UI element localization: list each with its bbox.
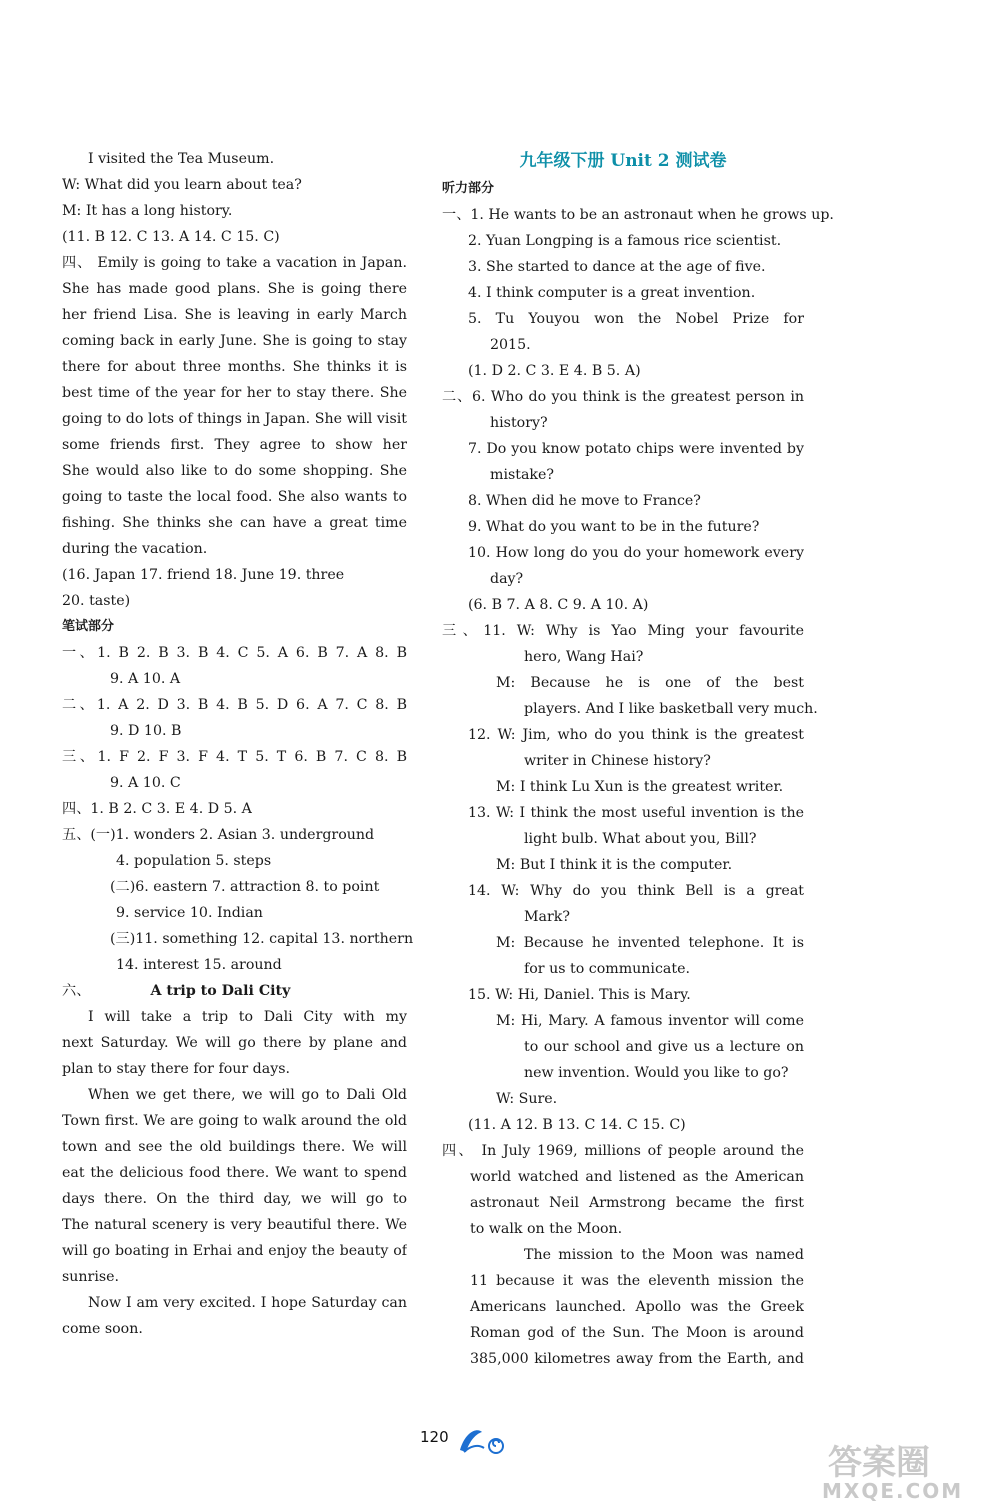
text-line: Roman god of the Sun. The Moon is around — [470, 1325, 804, 1341]
text-line: 7. Do you know potato chips were invented by — [468, 441, 804, 457]
text-line: 四、1. B 2. C 3. E 4. D 5. A — [62, 801, 252, 817]
text-line: 二、1. A 2. D 3. B 4. B 5. D 6. A 7. C 8. B — [62, 697, 407, 713]
text-line: 15. W: Hi, Daniel. This is Mary. — [468, 987, 691, 1003]
text-line: astronaut Neil Armstrong became the first — [470, 1195, 804, 1211]
right-column — [442, 146, 834, 1372]
text-line: 13. W: I think the most useful invention is the — [468, 805, 804, 821]
text-line: light bulb. What about you, Bill? — [524, 831, 757, 847]
text-line: players. And I like basketball very much. — [524, 701, 818, 717]
text-line: next Saturday. We will go there by plane and — [62, 1035, 407, 1051]
text-line: to our school and give us a lecture on — [524, 1039, 804, 1055]
text-line: coming back in early June. She is going to stay — [62, 333, 407, 349]
leaf-swirl-icon — [456, 1426, 512, 1456]
text-line: 二、6. Who do you think is the greatest person in — [442, 389, 804, 405]
text-line: 笔试部分 — [62, 619, 115, 634]
text-line: her friend Lisa. She is leaving in early March — [62, 307, 407, 323]
text-line: 9. A 10. C — [110, 775, 181, 791]
watermark-text-bottom: MXQE.COM — [822, 1479, 964, 1502]
text-line: 9. D 10. B — [110, 723, 182, 739]
text-line: days there. On the third day, we will go to — [62, 1191, 407, 1207]
text-line: Mark? — [524, 909, 570, 925]
question-marker: 六、 — [62, 983, 91, 999]
text-line: (1. D 2. C 3. E 4. B 5. A) — [468, 363, 641, 379]
text-line: fishing. She thinks she can have a great time — [62, 515, 407, 531]
text-line: 四、 In July 1969, millions of people around the — [442, 1143, 804, 1159]
text-line: day? — [490, 571, 524, 587]
text-line: Americans launched. Apollo was the Greek — [470, 1299, 804, 1315]
text-line: When we get there, we will go to Dali Old — [88, 1087, 407, 1103]
text-line: 3. She started to dance at the age of five. — [468, 259, 766, 275]
text-line: She has made good plans. She is going there — [62, 281, 407, 297]
page-number: 120 — [420, 1428, 449, 1446]
text-line: 9. service 10. Indian — [116, 905, 263, 921]
text-line: writer in Chinese history? — [524, 753, 711, 769]
text-line: 三、1. F 2. F 3. F 4. T 5. T 6. B 7. C 8. B — [62, 749, 407, 765]
text-line: during the vacation. — [62, 541, 208, 557]
text-line: (11. A 12. B 13. C 14. C 15. C) — [468, 1117, 686, 1133]
text-line: M: Because he invented telephone. It is — [496, 935, 804, 951]
text-line: 4. I think computer is a great invention. — [468, 285, 756, 301]
text-line: (二)6. eastern 7. attraction 8. to point — [110, 879, 380, 895]
watermark-logo — [808, 1440, 998, 1502]
text-line: some friends first. They agree to show her — [62, 437, 407, 453]
text-line: 5. Tu Youyou won the Nobel Prize for — [468, 311, 804, 327]
text-line: plan to stay there for four days. — [62, 1061, 291, 1077]
text-line: 385,000 kilometres away from the Earth, and — [470, 1351, 804, 1367]
text-line: M: Hi, Mary. A famous inventor will come — [496, 1013, 804, 1029]
text-line: history? — [490, 415, 548, 431]
text-line: 10. How long do you do your homework every — [468, 545, 804, 561]
section-title: 九年级下册 Unit 2 测试卷 — [519, 151, 727, 171]
text-line: hero, Wang Hai? — [524, 649, 644, 665]
text-line: for us to communicate. — [524, 961, 690, 977]
text-line: M: Because he is one of the best — [496, 675, 804, 691]
text-line: Now I am very excited. I hope Saturday can — [88, 1295, 407, 1311]
watermark-text-top: 答案圈 — [828, 1443, 930, 1483]
text-line: best time of the year for her to stay there. She — [62, 385, 407, 401]
text-line: M: It has a long history. — [62, 203, 233, 219]
text-line: 14. interest 15. around — [116, 957, 282, 973]
text-line: 2. Yuan Longping is a famous rice scientist. — [468, 233, 782, 249]
text-line — [62, 978, 407, 1004]
text-line: going to taste the local food. She also wants to — [62, 489, 407, 505]
text-line: 三、11. W: Why is Yao Ming your favourite — [442, 623, 804, 639]
text-line: She would also like to do some shopping. She — [62, 463, 407, 479]
text-line: come soon. — [62, 1321, 143, 1337]
text-line: world watched and listened as the American — [470, 1169, 804, 1185]
text-line: new invention. Would you like to go? — [524, 1065, 789, 1081]
left-column — [62, 146, 414, 1342]
text-line: sunrise. — [62, 1269, 120, 1285]
text-line: 4. population 5. steps — [116, 853, 272, 869]
right-column-body — [442, 176, 834, 1372]
text-line: going to do lots of things in Japan. She will visit — [62, 411, 407, 427]
text-line: The mission to the Moon was named — [524, 1247, 804, 1263]
text-line: 9. What do you want to be in the future? — [468, 519, 760, 535]
text-line: (11. B 12. C 13. A 14. C 15. C) — [62, 229, 280, 245]
text-line: 一、1. He wants to be an astronaut when he grows up. — [442, 207, 834, 223]
text-line: I visited the Tea Museum. — [88, 151, 275, 167]
text-line: W: What did you learn about tea? — [62, 177, 302, 193]
text-line: 四、 Emily is going to take a vacation in Japan. — [62, 255, 407, 271]
text-line: 一、1. B 2. B 3. B 4. C 5. A 6. B 7. A 8. B — [62, 645, 407, 661]
text-line: M: I think Lu Xun is the greatest writer. — [496, 779, 784, 795]
text-line: The natural scenery is very beautiful there. We — [62, 1217, 407, 1233]
text-line: W: Sure. — [496, 1091, 558, 1107]
text-line: (6. B 7. A 8. C 9. A 10. A) — [468, 597, 649, 613]
text-line: 12. W: Jim, who do you think is the greatest — [468, 727, 804, 743]
text-line: 11 because it was the eleventh mission the — [470, 1273, 804, 1289]
text-line: 8. When did he move to France? — [468, 493, 701, 509]
page-footer — [420, 1426, 540, 1456]
text-line: eat the delicious food there. We want to spend — [62, 1165, 407, 1181]
text-line: (16. Japan 17. friend 18. June 19. three — [62, 567, 345, 583]
text-line: (三)11. something 12. capital 13. northern — [110, 931, 414, 947]
text-line: 听力部分 — [442, 181, 495, 196]
text-line: mistake? — [490, 467, 555, 483]
text-line: town and see the old buildings there. We will — [62, 1139, 407, 1155]
text-line: 20. taste) — [62, 593, 131, 609]
text-line: 9. A 10. A — [110, 671, 181, 687]
text-line: there for about three months. She thinks it is — [62, 359, 407, 375]
text-line: 14. W: Why do you think Bell is a great — [468, 883, 804, 899]
text-line: Town first. We are going to walk around the old — [62, 1113, 407, 1129]
text-line: 2015. — [490, 337, 531, 353]
text-line: M: But I think it is the computer. — [496, 857, 733, 873]
text-line: will go boating in Erhai and enjoy the beauty of — [62, 1243, 407, 1259]
text-line: I will take a trip to Dali City with my — [88, 1009, 407, 1025]
essay-title: A trip to Dali City — [150, 983, 291, 999]
text-line: to walk on the Moon. — [470, 1221, 623, 1237]
text-line: 五、(一)1. wonders 2. Asian 3. underground — [62, 827, 375, 843]
